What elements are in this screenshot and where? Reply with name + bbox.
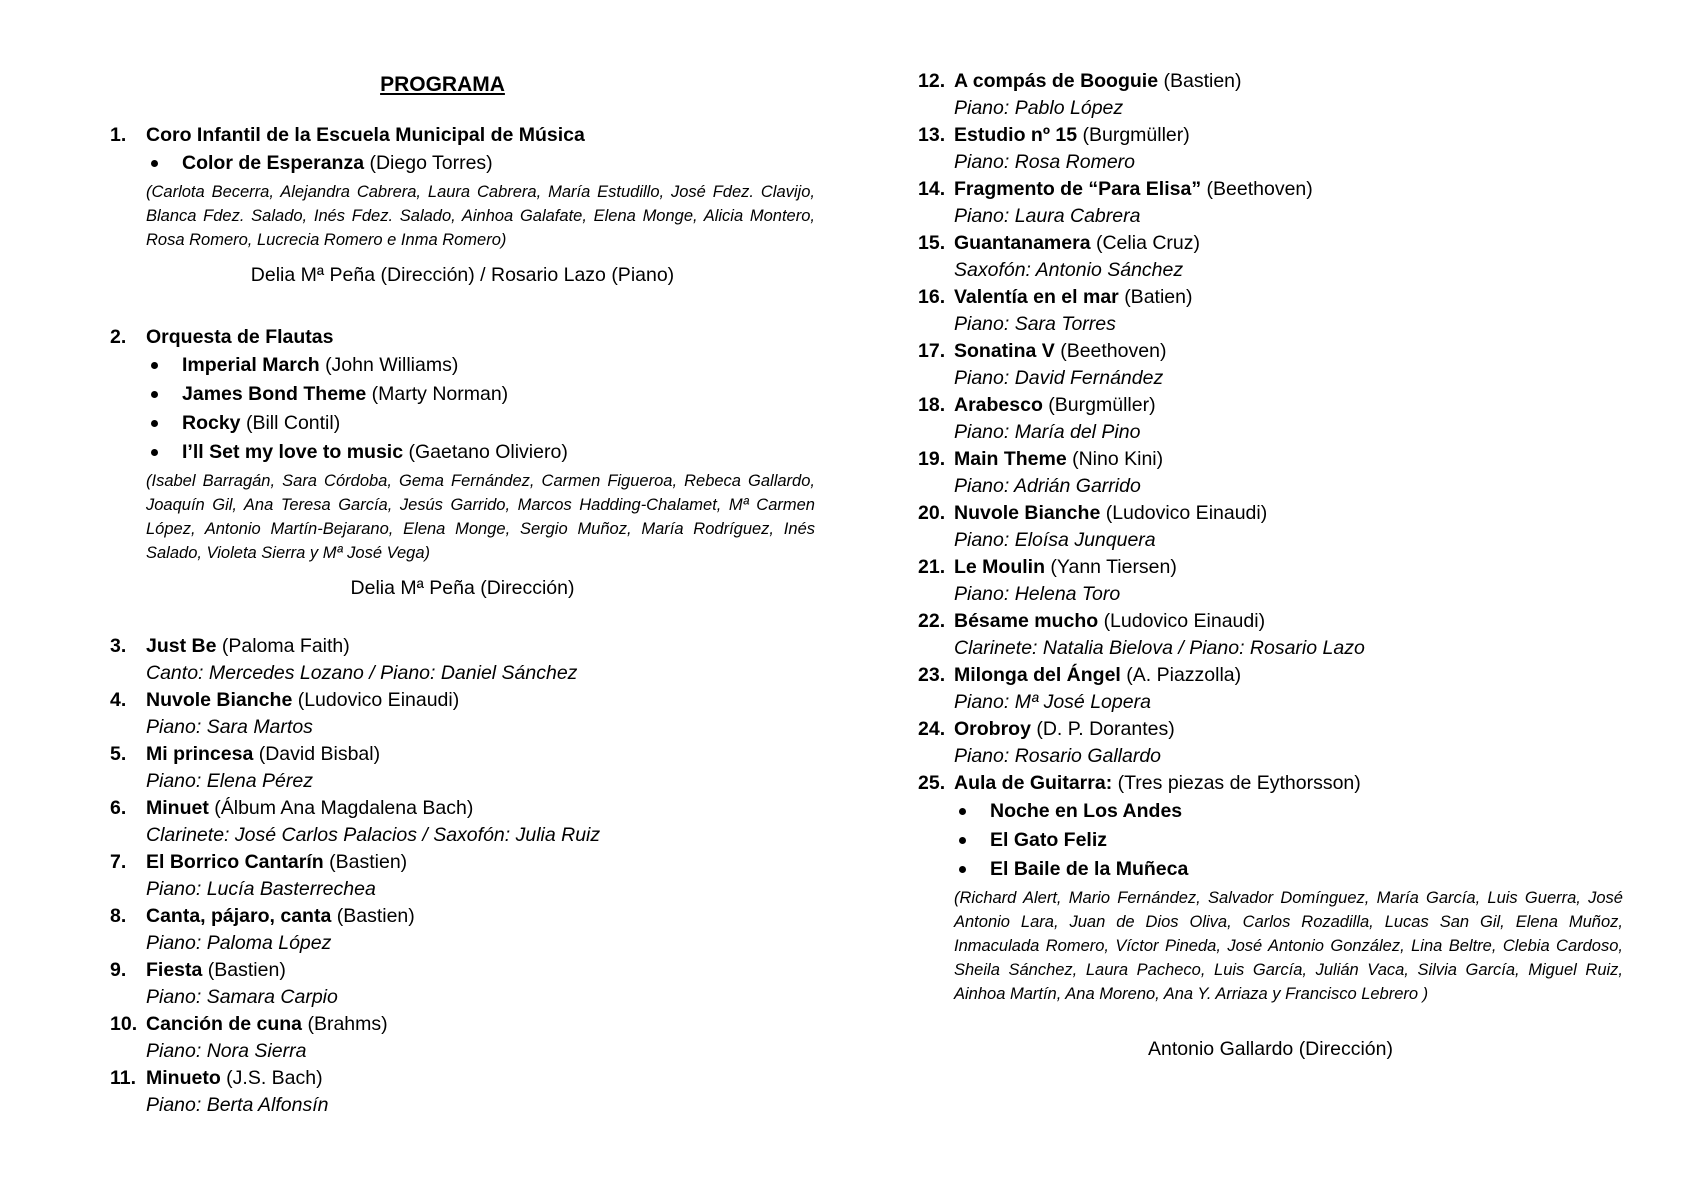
item-number: 16.: [918, 286, 946, 308]
item-number: 8.: [110, 905, 127, 927]
program-item-5: [110, 741, 815, 795]
piece-composer: (Ludovico Einaudi): [1105, 502, 1268, 524]
program-item-4: [110, 687, 815, 741]
piece-composer: (Ludovico Einaudi): [297, 689, 460, 711]
performer: Clarinete: Natalia Bielova / Piano: Rosario Lazo: [954, 637, 1365, 659]
item-number: 11.: [110, 1067, 137, 1089]
piece-composer: (Bill Contil): [245, 412, 341, 434]
performer: Piano: Adrián Garrido: [954, 475, 1141, 497]
program-item-10: [110, 1011, 815, 1065]
piece-item: [146, 409, 815, 438]
piece-composer: (Gaetano Oliviero): [408, 441, 568, 463]
piece-title: Just Be: [146, 635, 217, 657]
piece-composer: (Batien): [1124, 286, 1193, 308]
piece-title: Estudio nº 15: [954, 124, 1078, 146]
piece-item: [146, 380, 815, 409]
item-number: 3.: [110, 635, 127, 657]
piece-composer: (Bastien): [329, 851, 408, 873]
program-item-14: [918, 176, 1623, 230]
performer: Piano: Sara Martos: [146, 716, 313, 738]
piece-item: [954, 797, 1623, 826]
item-number: 5.: [110, 743, 127, 765]
piece-title: Minueto: [146, 1067, 221, 1089]
performer: Piano: Helena Toro: [954, 583, 1121, 605]
piece-list: [110, 351, 815, 467]
piece-item: [954, 826, 1623, 855]
piece-list: [918, 797, 1623, 884]
piece-title: Guantanamera: [954, 232, 1091, 254]
piece-composer: (David Bisbal): [258, 743, 381, 765]
piece-title: El Baile de la Muñeca: [990, 858, 1189, 880]
piece-composer: (Bastien): [336, 905, 415, 927]
item-number: 2.: [110, 326, 127, 348]
performer: Piano: Mª José Lopera: [954, 691, 1151, 713]
ensemble-members: (Isabel Barragán, Sara Córdoba, Gema Fernández, Carmen Figueroa, Rebeca Gallardo, Joaquín Gil, Ana Teresa García, Jesús Garrido, Marcos Hadding-Chalamet, Mª Carmen López, Antonio Martín-Bejarano, Elena Monge, Sergio Muñoz, María Rodríguez, Inés Salado, Violeta Sierra y Mª José Vega): [146, 472, 815, 562]
performer: Clarinete: José Carlos Palacios / Saxofón: Julia Ruiz: [146, 824, 601, 846]
piece-composer: (Bastien): [1163, 70, 1242, 92]
program-item-15: [918, 230, 1623, 284]
piece-list: [110, 149, 815, 178]
performer: Piano: María del Pino: [954, 421, 1141, 443]
simple-items-right: [918, 68, 1623, 770]
piece-title: Imperial March: [182, 354, 320, 376]
piece-composer: (D. P. Dorantes): [1036, 718, 1175, 740]
piece-composer: (Marty Norman): [371, 383, 509, 405]
performer: Piano: Eloísa Junquera: [954, 529, 1156, 551]
piece-item: [146, 149, 815, 178]
piece-composer: (John Williams): [325, 354, 459, 376]
piece-item: [146, 351, 815, 380]
piece-title: Main Theme: [954, 448, 1067, 470]
piece-title: Milonga del Ángel: [954, 664, 1121, 686]
members-block: [918, 886, 1623, 1006]
ensemble-members: (Carlota Becerra, Alejandra Cabrera, Laura Cabrera, María Estudillo, José Fdez. Clavijo, Blanca Fdez. Salado, Inés Fdez. Salado, Ainhoa Galafate, Elena Monge, Alicia Montero, Rosa Romero, Lucrecia Romero e Inma Romero): [146, 183, 815, 249]
program-item-23: [918, 662, 1623, 716]
item-number: 17.: [918, 340, 946, 362]
piece-title: Valentía en el mar: [954, 286, 1119, 308]
piece-composer: (Álbum Ana Magdalena Bach): [214, 797, 474, 819]
piece-composer: (Brahms): [307, 1013, 388, 1035]
left-column: [110, 68, 815, 1119]
piece-composer: (Celia Cruz): [1095, 232, 1200, 254]
director-credit: Delia Mª Peña (Dirección): [350, 577, 575, 599]
program-item-20: [918, 500, 1623, 554]
piece-composer: (Yann Tiersen): [1050, 556, 1177, 578]
program-item-17: [918, 338, 1623, 392]
ensemble-members: (Richard Alert, Mario Fernández, Salvador Domínguez, María García, Luis Guerra, José Antonio Lara, Juan de Dios Oliva, Carlos Rozadilla, Lucas San Gil, Elena Muñoz, Inmaculada Romero, Víctor Pineda, José Antonio González, Lina Beltre, Clebia Cardoso, Sheila Sánchez, Laura Pacheco, Luis García, Julián Vaca, Silvia García, Miguel Ruiz, Ainhoa Martín, Ana Moreno, Ana Y. Arriaza y Francisco Lebrero ): [954, 889, 1623, 1003]
piece-title: Orobroy: [954, 718, 1031, 740]
item-number: 24.: [918, 718, 946, 740]
piece-composer: (A. Piazzolla): [1126, 664, 1242, 686]
piece-title: Le Moulin: [954, 556, 1045, 578]
program-item-13: [918, 122, 1623, 176]
performer: Piano: Sara Torres: [954, 313, 1116, 335]
piece-composer: (Paloma Faith): [221, 635, 350, 657]
piece-title: Minuet: [146, 797, 209, 819]
item-number: 21.: [918, 556, 946, 578]
item-number: 19.: [918, 448, 946, 470]
performer: Piano: Rosario Gallardo: [954, 745, 1162, 767]
item-number: 1.: [110, 124, 127, 146]
piece-composer: (Tres piezas de Eythorsson): [1117, 772, 1361, 794]
piece-composer: (J.S. Bach): [226, 1067, 323, 1089]
item-number: 18.: [918, 394, 946, 416]
program-item-16: [918, 284, 1623, 338]
program-item-19: [918, 446, 1623, 500]
piece-composer: (Bastien): [207, 959, 286, 981]
piece-title: Arabesco: [954, 394, 1043, 416]
program-item-21: [918, 554, 1623, 608]
director-credit: Antonio Gallardo (Dirección): [1148, 1038, 1393, 1060]
item-number: 13.: [918, 124, 946, 146]
item-number: 14.: [918, 178, 946, 200]
piece-title: Rocky: [182, 412, 241, 434]
piece-composer: (Nino Kini): [1072, 448, 1164, 470]
program-item-1: [110, 122, 815, 149]
item-number: 10.: [110, 1013, 138, 1035]
piece-composer: (Ludovico Einaudi): [1103, 610, 1266, 632]
performer: Piano: Pablo López: [954, 97, 1124, 119]
performer: Canto: Mercedes Lozano / Piano: Daniel Sánchez: [146, 662, 578, 684]
piece-title: Noche en Los Andes: [990, 800, 1183, 822]
director-credit: Delia Mª Peña (Dirección) / Rosario Lazo (Piano): [250, 264, 675, 286]
program-item-2: [110, 324, 815, 351]
members-block: [110, 180, 815, 252]
piece-title: Sonatina V: [954, 340, 1055, 362]
performer: Saxofón: Antonio Sánchez: [954, 259, 1184, 281]
piece-title: Fiesta: [146, 959, 203, 981]
piece-composer: (Beethoven): [1206, 178, 1313, 200]
performer: Piano: Nora Sierra: [146, 1040, 307, 1062]
piece-composer: (Burgmüller): [1082, 124, 1190, 146]
piece-title: El Gato Feliz: [990, 829, 1108, 851]
piece-composer: (Burgmüller): [1048, 394, 1156, 416]
item-number: 9.: [110, 959, 127, 981]
piece-title: Bésame mucho: [954, 610, 1099, 632]
performer: Piano: Lucía Basterrechea: [146, 878, 376, 900]
piece-title: James Bond Theme: [182, 383, 367, 405]
ensemble-title: Aula de Guitarra:: [954, 772, 1113, 794]
performer: Piano: Paloma López: [146, 932, 332, 954]
piece-title: Nuvole Bianche: [954, 502, 1101, 524]
right-column: [918, 68, 1623, 1064]
piece-title: Canta, pájaro, canta: [146, 905, 332, 927]
program-item-6: [110, 795, 815, 849]
simple-items-left: [110, 633, 815, 1119]
program-item-7: [110, 849, 815, 903]
piece-title: Fragmento de “Para Elisa”: [954, 178, 1202, 200]
piece-item: [954, 855, 1623, 884]
piece-title: Nuvole Bianche: [146, 689, 293, 711]
piece-title: Mi princesa: [146, 743, 254, 765]
program-item-25: [918, 770, 1623, 797]
piece-title: Color de Esperanza: [182, 152, 365, 174]
program-item-9: [110, 957, 815, 1011]
performer: Piano: Berta Alfonsín: [146, 1094, 329, 1116]
performer: Piano: Laura Cabrera: [954, 205, 1141, 227]
program-item-24: [918, 716, 1623, 770]
ensemble-title: Orquesta de Flautas: [146, 326, 334, 348]
program-item-11: [110, 1065, 815, 1119]
piece-composer: (Diego Torres): [369, 152, 493, 174]
program-item-8: [110, 903, 815, 957]
piece-title: Canción de cuna: [146, 1013, 303, 1035]
performer: Piano: Samara Carpio: [146, 986, 338, 1008]
piece-item: [146, 438, 815, 467]
program-item-22: [918, 608, 1623, 662]
program-item-3: [110, 633, 815, 687]
piece-title: A compás de Booguie: [954, 70, 1159, 92]
item-number: 22.: [918, 610, 946, 632]
program-title: PROGRAMA: [380, 73, 505, 96]
piece-title: I’ll Set my love to music: [182, 441, 404, 463]
performer: Piano: David Fernández: [954, 367, 1164, 389]
ensemble-title: Coro Infantil de la Escuela Municipal de Música: [146, 124, 585, 146]
item-number: 4.: [110, 689, 127, 711]
item-number: 23.: [918, 664, 946, 686]
program-item-12: [918, 68, 1623, 122]
piece-title: El Borrico Cantarín: [146, 851, 324, 873]
members-block: [110, 469, 815, 565]
item-number: 12.: [918, 70, 946, 92]
performer: Piano: Rosa Romero: [954, 151, 1136, 173]
item-number: 15.: [918, 232, 946, 254]
item-number: 7.: [110, 851, 127, 873]
program-item-18: [918, 392, 1623, 446]
piece-composer: (Beethoven): [1060, 340, 1167, 362]
item-number: 25.: [918, 772, 946, 794]
item-number: 6.: [110, 797, 127, 819]
performer: Piano: Elena Pérez: [146, 770, 313, 792]
item-number: 20.: [918, 502, 946, 524]
